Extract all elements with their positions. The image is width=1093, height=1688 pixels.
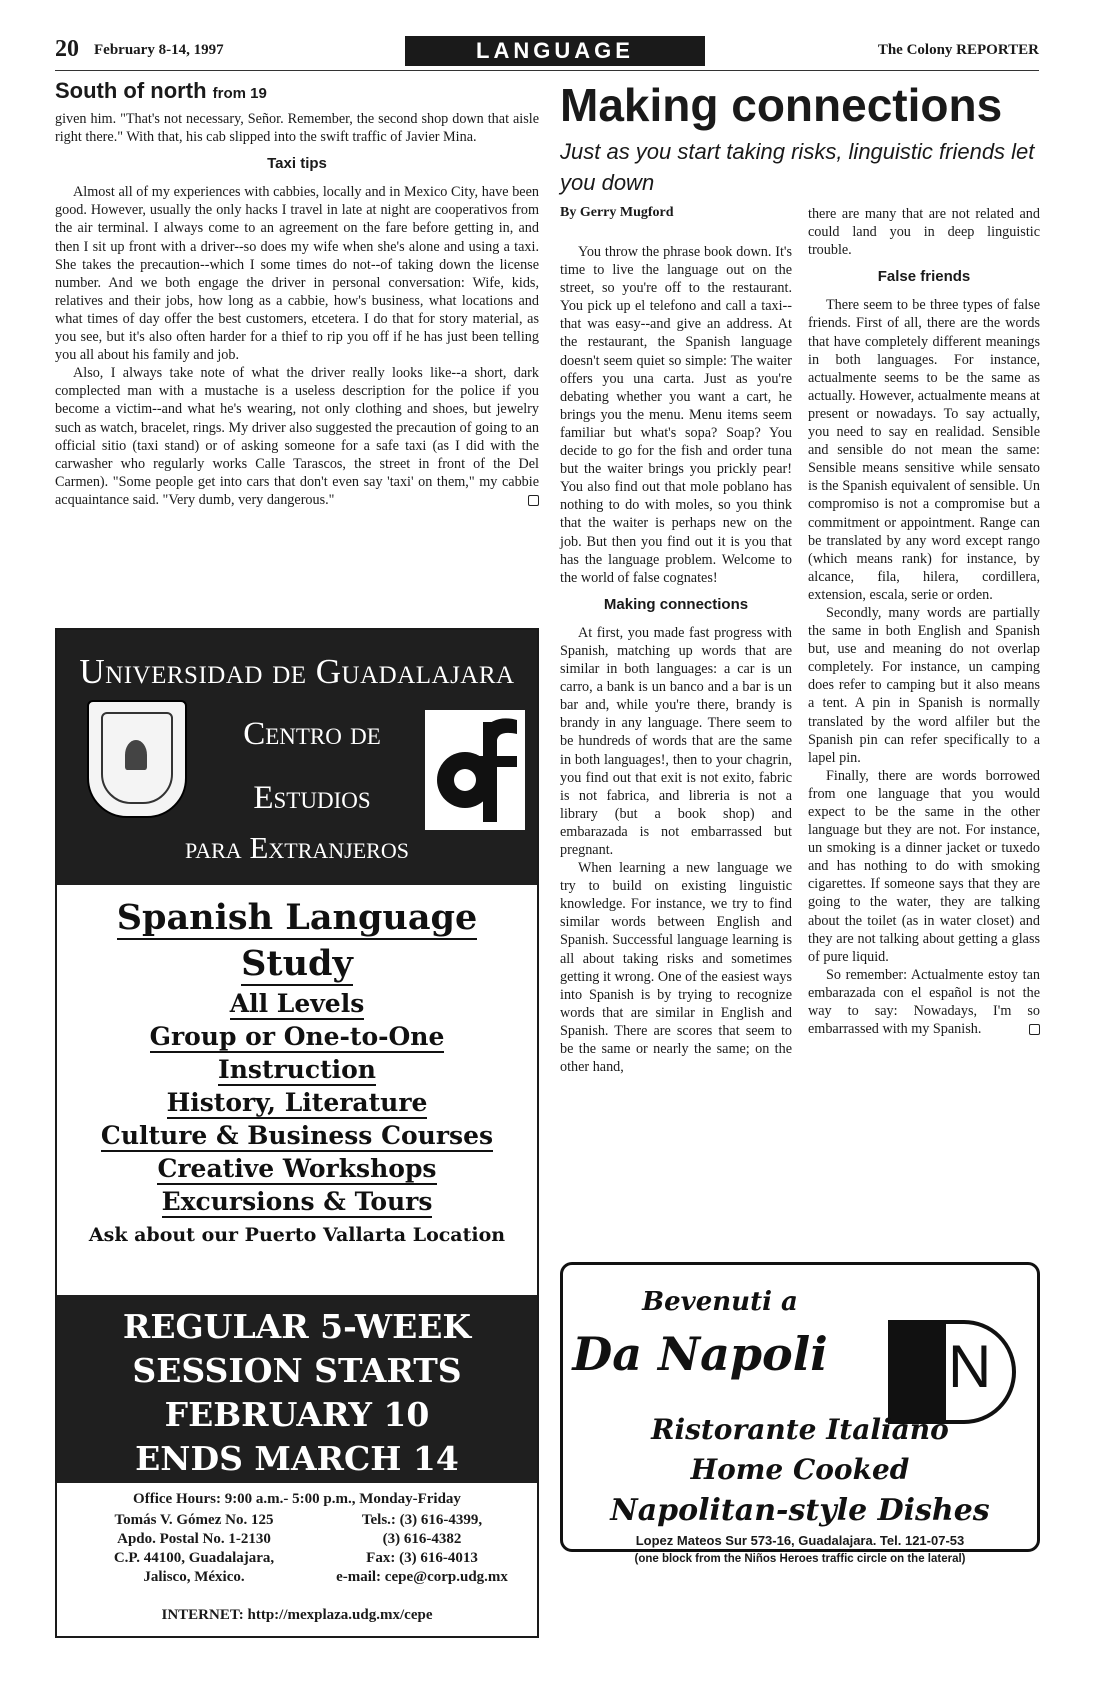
- home-cooked-line: Home Cooked: [690, 1453, 910, 1486]
- byline: By Gerry Mugford: [560, 205, 674, 220]
- paragraph: When learning a new language we try to build on existing linguistic knowledge. For instance, we try to find similar words between English and Spanish. Successful language learning is all about taking risks and sometimes getting it wrong. One of the easiest ways into Spanish is by trying to recognize words that are similar in English and Spanish. There are scores that seem to be the same or nearly the same; on the other hand,: [560, 860, 792, 1076]
- course-title: Spanish Language Study: [116, 897, 478, 984]
- article-column-1: [560, 243, 792, 1076]
- postal-address: Tomás V. Gómez No. 125 Apdo. Postal No. 1-2130 C.P. 44100, Guadalajara, Jalisco, México.: [113, 1512, 275, 1585]
- section-tag: LANGUAGE: [405, 36, 705, 66]
- session-line: SESSION STARTS: [132, 1351, 462, 1390]
- paragraph: At first, you made fast progress with Spanish, matching up words that are similar in both languages: a car is un carro, a bank is un banco and a bar is un bar and, while you're there, brandy is brandy in any language. There seem to be hundreds of words that are the same in both languages!, then to your chagrin, you find out that exit is not exito, fabric is not fabrica, and libreria is not a library (but a book shop) and embarazada is not embarrassed but pregnant.: [560, 624, 792, 858]
- restaurant-address: Lopez Mateos Sur 573-16, Guadalajara. Tel. 121-07-53: [635, 1533, 965, 1548]
- university-name: Universidad de Guadalajara: [79, 652, 515, 691]
- university-ad-banner: [57, 630, 537, 885]
- page-number: 20: [55, 36, 79, 62]
- session-line: FEBRUARY 10: [164, 1395, 430, 1434]
- cepe-logo-icon: [425, 710, 525, 830]
- paragraph: given him. "That's not necessary, Señor. Remember, the second shop down that aisle right there." With that, his cab slipped into the swift traffic of Javier Mina.: [55, 111, 539, 146]
- paragraph: Secondly, many words are partially the same in both English and Spanish but, use and meaning do not overlap completely. For instance, un camping does refer to camping but it also means a tent. A pin in Spanish is normally translated by the word alfiler but the Spanish pin can refer specifically to a lapel pin.: [808, 604, 1040, 766]
- left-article: [55, 78, 539, 509]
- paper-name: The Colony REPORTER: [877, 42, 1039, 58]
- session-line: REGULAR 5-WEEK: [122, 1307, 472, 1346]
- course-list: [57, 885, 537, 1295]
- paragraph: So remember: Actualmente estoy tan embarazada con el español is not the way to say: Nowadays, I'm so embarrassed with my Spanish.: [808, 966, 1040, 1038]
- course-item: Excursions & Tours: [161, 1187, 433, 1216]
- restaurant-logo-icon: N: [888, 1320, 1016, 1424]
- subheading-false-friends: False friends: [877, 268, 971, 286]
- left-article-body: [55, 110, 539, 509]
- restaurant-name: Da Napoli: [572, 1327, 828, 1381]
- course-item: Culture & Business Courses: [100, 1121, 494, 1150]
- header-rule: [55, 70, 1039, 71]
- course-item: History, Literature: [166, 1088, 428, 1117]
- issue-date: February 8-14, 1997: [94, 42, 224, 58]
- article-headline: Making connections: [560, 79, 1003, 131]
- session-banner: [57, 1295, 537, 1483]
- article-column-2: [808, 205, 1040, 1038]
- paragraph: Finally, there are words borrowed from one language that you would expect to be the same in the other language but they are not. For instance, un smoking is a dinner jacket or tuxedo and has nothing to do with smoking cigarettes. If someone says that they are going to the water, they are talking about the toilet (as in water closet) and they are not talking about getting a glass of pure liquid.: [808, 767, 1040, 965]
- paragraph: Almost all of my experiences with cabbies, locally and in Mexico City, have been good. However, usually the only hacks I travel in late at night are cooperativos from the air terminal. I always come to an agreement on the fare before getting in, and then I sit up front with a driver--so does my wife when she's alone and using a taxi. She takes the precaution--which I some times do not--of taking down the license number. And we both engage the driver in personal conversation: Wife, kids, relatives and their jobs, how long as a cabbie, how's business, what locations and what times of day offer the best customers, etcetera. I do that for story material, as you see, but it's also often harder for a thief to rip you off if he has just been telling you all about his family and job.: [55, 184, 539, 364]
- phone-numbers: Tels.: (3) 616-4399, (3) 616-4382 Fax: (3) 616-4013 e-mail: cepe@corp.udg.mx: [336, 1512, 508, 1585]
- article-deck: Just as you start taking risks, linguistic friends let you down: [560, 139, 1035, 195]
- subheading-taxi-tips: Taxi tips: [267, 155, 327, 173]
- course-item: Creative Workshops: [157, 1154, 437, 1183]
- ristorante-line: Ristorante Italiano: [651, 1413, 949, 1446]
- restaurant-ad: [560, 1262, 1040, 1565]
- end-of-story-icon: [528, 495, 539, 506]
- office-hours: Office Hours: 9:00 a.m.- 5:00 p.m., Monday-Friday: [133, 1491, 461, 1507]
- university-seal-icon: [87, 700, 187, 818]
- paragraph: there are many that are not related and could land you in deep linguistic trouble.: [808, 206, 1040, 259]
- jump-reference: from 19: [212, 85, 267, 102]
- paragraph: Also, I always take note of what the driver really looks like--a short, dark complected man with a mustache is a useless description for the police if you become a victim--and what he's wearing, not only clothing and shoes, but jewelry such as watch, bracelet, rings. My driver also suggested the precaution of going to an official sitio (taxi stand) or of asking someone for a safe taxi (as I did with the carwasher who regularly works Calle Tarascos, the street in front of the Del Carmen). "Some people get into cars that don't even say 'taxi' on them," my cabbie acquaintance said. "Very dumb, very dangerous.": [55, 365, 539, 508]
- centro-name: Centro de Estudios: [243, 716, 381, 816]
- course-item: All Levels: [229, 989, 365, 1018]
- extranjeros-label: para Extranjeros: [185, 830, 409, 865]
- dishes-line: Napolitan-style Dishes: [610, 1493, 990, 1528]
- contact-block: [57, 1483, 537, 1636]
- page-header: [55, 36, 1039, 70]
- university-ad: [55, 628, 539, 1638]
- end-of-story-icon: [1029, 1024, 1040, 1035]
- paragraph: You throw the phrase book down. It's time to live the language out on the street, so you're off to the restaurant. You pick up el telefono and call a taxi--that was easy--and give an address. At the restaurant, the Spanish language doesn't seem quiet so simple: The waiter offers you una carta. Just as you're debating whether you want a cart, he brings you the menu. Menu items seem familiar but what's sopa? Soap? You decide to go for the fish and order tuna but the waiter brings you prickly pear! You also find out that mole poblano has nothing to do with moles, so you think that the waiter is perhaps new on the job. But then you find out it is you that has the language problem. Welcome to the world of false cognates!: [560, 244, 792, 586]
- continued-headline: [55, 78, 539, 104]
- course-item: Instruction: [218, 1055, 376, 1084]
- course-item: Group or One-to-One: [149, 1022, 445, 1051]
- puerto-vallarta-note: Ask about our Puerto Vallarta Location: [88, 1224, 506, 1246]
- session-line: ENDS MARCH 14: [135, 1439, 459, 1478]
- welcome-text: Bevenuti a: [642, 1287, 798, 1317]
- continued-title: South of north: [55, 78, 207, 103]
- restaurant-directions: (one block from the Niños Heroes traffic circle on the lateral): [634, 1553, 966, 1565]
- website-url: INTERNET: http://mexplaza.udg.mx/cepe: [161, 1607, 433, 1623]
- paragraph: There seem to be three types of false friends. First of all, there are the words that have completely different meanings in both languages. For instance, actualmente seems to be the same as actually. However, actualmente means at present or nowadays. To say actually, you need to say en realidad. Sensible and sensible do not mean the same: Sensible means sensitive while sensato is the Spanish equivalent of sensible. Un compromiso is not a compromise but a commitment or appointment. Range can be translated by any word except rango (which means rank) for instance, by alcance, fila, hilera, cordillera, extension, escala, serie or orden.: [808, 297, 1040, 603]
- subheading-making-connections: Making connections: [603, 595, 749, 613]
